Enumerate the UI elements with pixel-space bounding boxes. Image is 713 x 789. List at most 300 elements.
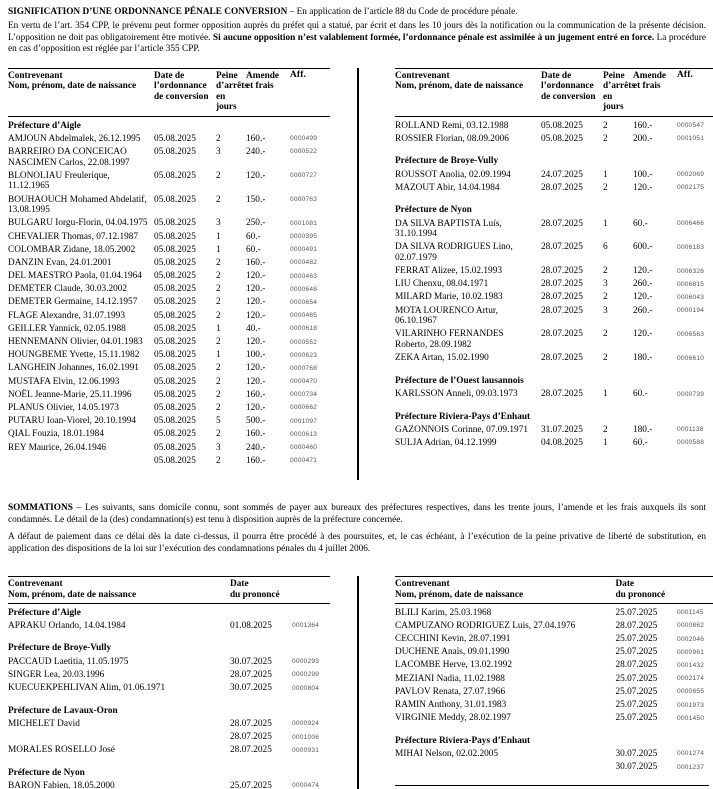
table-row	[8, 643, 330, 654]
table-row	[8, 258, 330, 269]
amende-frais: 100.-	[246, 350, 266, 361]
contrevenant-name: Préfecture Riviera-Pays d’Enhaut	[395, 735, 531, 746]
contrevenant-name: ROLLAND Remi, 03.12.1988	[395, 120, 509, 131]
prononce-date: 25.07.2025	[615, 607, 658, 618]
contrevenant-name: Préfecture de Broye-Vully	[8, 643, 112, 654]
peine-jours: 2	[216, 455, 221, 466]
aff-number: 0001432	[677, 661, 705, 669]
aff-number: 0006326	[677, 267, 705, 275]
sommations-table-right	[395, 576, 713, 789]
contrevenant-name: MAZOUT Abir, 14.04.1984	[395, 182, 500, 193]
table-row	[395, 219, 713, 240]
contrevenant-name: Préfecture Riviera-Pays d’Enhaut	[395, 411, 531, 422]
contrevenant-name: COLOMBAR Zidane, 18.05.2002	[8, 244, 136, 255]
peine-jours: 2	[216, 389, 221, 400]
contrevenant-name: VIRGINIE Meddy, 28.02.1997	[395, 713, 511, 724]
aff-number: 0001237	[677, 763, 705, 771]
contrevenant-name: Préfecture d’Aigle	[8, 607, 81, 618]
aff-number	[290, 121, 330, 123]
conversion-date: 05.08.2025	[154, 455, 196, 466]
peine-jours: 2	[603, 120, 608, 131]
conversion-date: 28.07.2025	[541, 292, 583, 303]
contrevenant-name: MICHELET David	[8, 718, 80, 729]
conversion-date: 05.08.2025	[154, 133, 196, 144]
aff-number: 0006610	[677, 354, 705, 362]
amende-frais: 160.-	[246, 257, 266, 268]
aff-number: 0000547	[677, 122, 705, 130]
table-row	[395, 279, 713, 290]
aff-number	[292, 768, 330, 770]
amende-frais: 200.-	[633, 133, 653, 144]
amende-frais: 240.-	[246, 146, 266, 157]
prononce-date: 28.07.2025	[230, 669, 272, 680]
column-header-aff: Aff.	[677, 69, 694, 80]
table-row	[395, 700, 713, 711]
aff-number: 0000655	[677, 688, 705, 696]
column-header-amende: Amende et frais	[246, 70, 280, 92]
conversion-date: 05.08.2025	[154, 389, 196, 400]
amende-frais: 600.-	[633, 242, 653, 253]
table-header	[395, 68, 713, 117]
aff-number: 0000470	[290, 378, 318, 386]
aff-number: 0000499	[290, 135, 318, 143]
contrevenant-name: APRAKU Orlando, 14.04.1984	[8, 620, 126, 631]
amende-frais: 500.-	[246, 416, 266, 427]
aff-number	[677, 376, 713, 378]
contrevenant-name: PUTARU Ioan-Viorel, 20.10.1994	[8, 416, 137, 427]
aff-number: 0000522	[290, 148, 318, 156]
aff-number: 0001450	[677, 714, 705, 722]
column-header-aff-empty	[292, 579, 330, 581]
peine-jours: 2	[216, 133, 221, 144]
contrevenant-name: BLILI Karim, 25.03.1968	[395, 607, 492, 618]
table-row	[395, 412, 713, 423]
contrevenant-name: ZEKA Artan, 15.02.1990	[395, 353, 489, 364]
table-row	[395, 425, 713, 436]
contrevenant-name: CAMPUZANO RODRIGUEZ Luis, 27.04.1976	[395, 620, 576, 631]
aff-number: 0001097	[290, 417, 318, 425]
table-row	[395, 713, 713, 724]
amende-frais: 120.-	[246, 271, 266, 282]
signification-text-a: En vertu de l’art. 354 CPP, le prévenu peut former opposition auprès du préfet qui a statué, par écrit et dans les 10 jours dès la notification ou la communication de la présente décision. L’opposition ne doit pas obligatoirement être motivée.	[8, 21, 706, 43]
contrevenant-name: MOTA LOURENCO Artur, 06.10.1967	[395, 305, 498, 327]
peine-jours: 1	[603, 389, 608, 399]
amende-frais: 120.-	[246, 170, 266, 181]
conversion-date: 28.07.2025	[541, 242, 583, 253]
table-row	[395, 608, 713, 619]
conversion-date: 05.08.2025	[154, 146, 196, 157]
conversion-date: 05.08.2025	[154, 244, 196, 255]
amende-frais: 160.-	[246, 133, 266, 144]
amende-frais: 120.-	[246, 363, 266, 374]
contrevenant-name: PLANUS Olivier, 14.05.1973	[8, 402, 119, 413]
signification-title: SIGNIFICATION D’UNE ORDONNANCE PÉNALE CONVERSION	[8, 7, 288, 17]
conversion-date: 05.08.2025	[154, 194, 196, 205]
aff-number: 0000623	[290, 351, 318, 359]
conversion-date: 28.07.2025	[541, 389, 583, 399]
peine-jours: 2	[603, 353, 608, 364]
amende-frais: 120.-	[633, 266, 653, 277]
column-divider	[357, 68, 359, 481]
aff-number: 0000662	[290, 404, 318, 412]
table-row	[8, 683, 330, 694]
contrevenant-name: KARLSSON Anneli, 09.03.1973	[395, 389, 518, 399]
peine-jours: 2	[603, 424, 608, 435]
contrevenant-name: PACCAUD Laetitia, 11.05.1975	[8, 656, 129, 667]
aff-number: 0001081	[290, 219, 318, 227]
table-row	[8, 245, 330, 256]
contrevenant-name: BOUHAOUCH Mohamed Abdelatif, 13.08.1995	[8, 194, 147, 216]
table-row	[395, 183, 713, 194]
aff-number: 0000654	[290, 298, 318, 306]
contrevenant-name: BLONOLIAU Freulerique, 11.12.1965	[8, 170, 110, 192]
table-row	[8, 147, 330, 168]
aff-number: 0000194	[677, 307, 705, 315]
sommations-text: – Les suivants, sans domicile connu, sont sommés de payer aux bureaux des préfectures respectives, dans les trente jours, l’amende et les frais auxquels ils sont condamnés. Le détail de la (des) condamnation(s) est tenu à disposition auprès de la préfecture concernée.	[8, 503, 706, 525]
sommations-title: SOMMATIONS	[8, 503, 73, 514]
table-row	[395, 647, 713, 658]
table-row	[8, 706, 330, 717]
peine-jours: 2	[216, 337, 221, 347]
table-row	[395, 306, 713, 327]
table-body	[395, 604, 713, 773]
table-row	[395, 329, 713, 350]
conversion-date: 05.08.2025	[154, 323, 196, 334]
amende-frais: 120.-	[246, 284, 266, 295]
amende-frais: 160.-	[633, 120, 653, 131]
table-row	[395, 242, 713, 263]
table-row	[8, 745, 330, 756]
amende-frais: 240.-	[246, 442, 266, 453]
conversion-date: 05.08.2025	[154, 170, 196, 181]
peine-jours: 5	[216, 416, 221, 427]
conversion-date: 05.08.2025	[154, 429, 196, 440]
contrevenant-name: Préfecture de Broye-Vully	[395, 156, 499, 167]
signification-table-right	[395, 68, 713, 481]
table-row	[395, 376, 713, 387]
prononce-date: 30.07.2025	[615, 748, 658, 759]
column-header-aff-empty	[677, 579, 713, 581]
prononce-date: 28.07.2025	[615, 620, 658, 631]
column-header-contrevenant: Contrevenant Nom, prénom, date de naissance	[8, 578, 137, 600]
signification-text-c: La procédure en cas d’opposition est réglée par l’article 355 CPP.	[8, 32, 706, 55]
table-row	[8, 768, 330, 779]
conversion-date: 05.08.2025	[154, 337, 196, 347]
aff-number: 0000648	[290, 285, 318, 293]
contrevenant-name: FLAGE Alexandre, 31.07.1993	[8, 310, 125, 321]
contrevenant-name: VILARINHO FERNANDES Roberto, 28.09.1982	[395, 329, 504, 351]
peine-jours: 2	[216, 363, 221, 374]
table-bottom-rule	[395, 785, 709, 786]
table-row	[395, 292, 713, 303]
aff-number: 0006563	[677, 330, 705, 338]
aff-number: 0000465	[290, 312, 318, 320]
signification-intro	[8, 0, 706, 18]
aff-number	[677, 156, 713, 158]
signification-tables	[8, 68, 713, 481]
prononce-date: 25.07.2025	[615, 673, 658, 684]
amende-frais: 120.-	[633, 292, 653, 303]
contrevenant-name: MUSTAFA Elvin, 12.06.1993	[8, 376, 120, 387]
prononce-date: 28.07.2025	[230, 745, 272, 756]
amende-frais: 60.-	[633, 389, 648, 399]
column-divider	[357, 576, 359, 789]
amende-frais: 120.-	[246, 402, 266, 413]
peine-jours: 2	[216, 284, 221, 295]
table-row	[395, 736, 713, 747]
prononce-date: 28.07.2025	[230, 718, 272, 729]
table-body	[8, 117, 330, 466]
peine-jours: 1	[216, 231, 221, 242]
column-header-amende: Amende et frais	[633, 70, 667, 92]
contrevenant-name: DUCHENE Anaïs, 09.01.1990	[395, 647, 510, 658]
column-header-peine: Peine d’arrêts en jours	[216, 70, 249, 113]
conversion-date: 05.08.2025	[541, 120, 583, 131]
aff-number: 0000961	[677, 648, 705, 656]
amende-frais: 120.-	[246, 310, 266, 321]
table-row	[8, 271, 330, 282]
contrevenant-name: HENNEMANN Olivier, 04.01.1983	[8, 337, 143, 347]
peine-jours: 3	[603, 305, 608, 316]
aff-number: 0000474	[292, 782, 320, 789]
table-header	[8, 68, 330, 117]
table-row	[8, 416, 330, 427]
aff-number: 0001006	[292, 733, 320, 741]
prononce-date: 30.07.2025	[230, 656, 272, 667]
sommations-table-left	[8, 576, 330, 789]
table-row	[395, 674, 713, 685]
peine-jours: 3	[216, 146, 221, 157]
conversion-date: 24.07.2025	[541, 169, 583, 180]
table-row	[8, 670, 330, 681]
aff-number	[292, 643, 330, 645]
contrevenant-name: GEILLER Yannick, 02.05.1988	[8, 323, 126, 334]
conversion-date: 05.08.2025	[154, 376, 196, 387]
contrevenant-name: SINGER Lea, 20.03.1996	[8, 669, 105, 680]
amende-frais: 150.-	[246, 194, 266, 205]
table-row	[395, 266, 713, 277]
amende-frais: 160.-	[246, 389, 266, 400]
aff-number	[677, 412, 713, 414]
table-row	[395, 634, 713, 645]
table-row	[8, 350, 330, 361]
conversion-date: 05.08.2025	[154, 350, 196, 361]
peine-jours: 2	[603, 182, 608, 193]
conversion-date: 04.08.2025	[541, 437, 583, 448]
table-row	[8, 195, 330, 216]
prononce-date: 28.07.2025	[615, 660, 658, 671]
aff-number: 0000727	[290, 172, 318, 180]
table-row	[8, 390, 330, 401]
table-row	[395, 121, 713, 132]
peine-jours: 2	[216, 271, 221, 282]
table-row	[395, 389, 713, 400]
contrevenant-name: Préfecture de l’Ouest lausannois	[395, 375, 524, 386]
column-header-aff: Aff.	[290, 69, 307, 80]
contrevenant-name: ROSSIER Florian, 08.09.2006	[395, 133, 509, 144]
contrevenant-name: Préfecture de Nyon	[8, 767, 85, 778]
aff-number: 0006183	[677, 243, 705, 251]
contrevenant-name: GAZONNOIS Corinne, 07.09.1971	[395, 424, 528, 435]
peine-jours: 2	[216, 297, 221, 308]
amende-frais: 260.-	[633, 305, 653, 316]
conversion-date: 05.08.2025	[154, 416, 196, 427]
table-row	[8, 443, 330, 454]
prononce-date: 30.07.2025	[230, 683, 272, 694]
contrevenant-name: HOUNGBEME Yvette, 15.11.1982	[8, 350, 140, 361]
conversion-date: 05.08.2025	[154, 271, 196, 282]
peine-jours: 1	[603, 437, 608, 448]
conversion-date: 28.07.2025	[541, 279, 583, 290]
contrevenant-name: REY Maurice, 26.04.1946	[8, 442, 107, 453]
aff-number: 0000763	[290, 196, 318, 204]
column-header-date-prononce: Date du prononcé	[230, 578, 280, 600]
prononce-date: 25.07.2025	[615, 686, 658, 697]
aff-number: 0001973	[677, 701, 705, 709]
aff-number: 0001274	[677, 750, 705, 758]
aff-number: 0006466	[677, 220, 705, 228]
aff-number: 0000588	[677, 439, 705, 447]
conversion-date: 05.08.2025	[154, 310, 196, 321]
table-row	[8, 608, 330, 619]
aff-number: 0000768	[290, 364, 318, 372]
peine-jours: 2	[216, 402, 221, 413]
table-row	[395, 205, 713, 216]
contrevenant-name: FERRAT Alizee, 15.02.1993	[395, 266, 502, 277]
table-row	[395, 170, 713, 181]
amende-frais: 180.-	[633, 424, 653, 435]
amende-frais: 160.-	[246, 455, 266, 466]
peine-jours: 2	[216, 194, 221, 205]
conversion-date: 05.08.2025	[154, 231, 196, 242]
peine-jours: 3	[216, 218, 221, 229]
conversion-date: 28.07.2025	[541, 353, 583, 364]
peine-jours: 2	[216, 257, 221, 268]
conversion-date: 05.08.2025	[154, 284, 196, 295]
column-header-contrevenant: Contrevenant Nom, prénom, date de naissance	[395, 70, 524, 92]
peine-jours: 2	[216, 429, 221, 440]
conversion-date: 31.07.2025	[541, 424, 583, 435]
table-row	[8, 657, 330, 668]
aff-number: 0001145	[677, 609, 704, 617]
contrevenant-name: PAVLOV Renata, 27.07.1966	[395, 686, 506, 697]
aff-number: 0001138	[677, 426, 704, 434]
amende-frais: 260.-	[633, 279, 653, 290]
aff-number: 0000931	[292, 746, 320, 754]
amende-frais: 120.-	[633, 329, 653, 340]
prononce-date: 30.07.2025	[615, 762, 658, 773]
aff-number: 0000862	[677, 622, 705, 630]
column-header-date-conversion: Date de l’ordonnance de conversion	[154, 70, 209, 102]
contrevenant-name: RAMIN Anthony, 31.01.1983	[395, 700, 507, 710]
peine-jours: 1	[603, 218, 608, 229]
aff-number: 0000804	[292, 684, 320, 692]
conversion-date: 28.07.2025	[541, 305, 583, 316]
peine-jours: 2	[603, 266, 608, 277]
contrevenant-name: BARREIRO DA CONCEICAO NASCIMEN Carlos, 22.08.1997	[8, 146, 130, 168]
peine-jours: 6	[603, 242, 608, 253]
table-row	[8, 363, 330, 374]
conversion-date: 05.08.2025	[154, 218, 196, 229]
amende-frais: 120.-	[633, 182, 653, 193]
conversion-date: 05.08.2025	[154, 257, 196, 268]
peine-jours: 2	[216, 310, 221, 321]
column-header-date-conversion: Date de l’ordonnance de conversion	[541, 70, 596, 102]
contrevenant-name: DA SILVA BAPTISTA Luís, 31.10.1994	[395, 218, 502, 240]
contrevenant-name: Préfecture de Lavaux-Oron	[8, 705, 118, 716]
contrevenant-name: KUECUEKPEHLIVAN Alim, 01.06.1971	[8, 683, 166, 694]
amende-frais: 120.-	[246, 337, 266, 347]
prononce-date: 28.07.2025	[230, 732, 272, 742]
conversion-date: 05.08.2025	[541, 133, 583, 144]
contrevenant-name: LACOMBE Herve, 13.02.1992	[395, 660, 512, 671]
table-row	[8, 719, 330, 730]
aff-number: 0002046	[677, 635, 705, 643]
peine-jours: 1	[216, 244, 221, 255]
table-row	[8, 403, 330, 414]
prononce-date: 25.07.2025	[230, 780, 272, 789]
conversion-date: 28.07.2025	[541, 266, 583, 277]
conversion-date: 28.07.2025	[541, 182, 583, 193]
prononce-date: 01.08.2025	[230, 620, 272, 631]
prononce-date: 25.07.2025	[615, 700, 658, 710]
conversion-date: 05.08.2025	[154, 402, 196, 413]
aff-number: 0000482	[290, 259, 318, 267]
aff-number: 0001364	[292, 622, 320, 630]
amende-frais: 100.-	[633, 169, 653, 180]
amende-frais: 60.-	[246, 231, 261, 242]
table-row	[395, 134, 713, 145]
contrevenant-name: SULJA Adrian, 04.12.1999	[395, 437, 497, 448]
signification-title-suffix: – En application de l’article 88 du Code de procédure pénale.	[287, 7, 518, 17]
aff-number: 0006815	[677, 280, 705, 288]
sommations-paragraph2: A défaut de paiement dans ce délai dès la date ci-dessus, il pourra être procédé à des poursuites, et, le cas échéant, à l’exécution de la peine privative de liberté de substitution, en application des dispositions de la loi sur l’exécution des condamnations pénales du 4 juillet 2006.	[8, 532, 706, 554]
table-row	[8, 429, 330, 440]
amende-frais: 120.-	[246, 376, 266, 387]
amende-frais: 60.-	[633, 218, 648, 229]
table-row	[395, 156, 713, 167]
peine-jours: 2	[603, 292, 608, 303]
peine-jours: 1	[216, 350, 221, 361]
peine-jours: 3	[216, 442, 221, 453]
table-row	[8, 134, 330, 145]
table-row	[8, 621, 330, 632]
peine-jours: 1	[216, 323, 221, 334]
table-body	[8, 604, 330, 789]
contrevenant-name: MIHAI Nelson, 02.02.2005	[395, 748, 499, 759]
table-row	[8, 311, 330, 322]
aff-number: 0000618	[290, 325, 318, 333]
table-body	[395, 117, 713, 449]
contrevenant-name: CHEVALIER Thomas, 07.12.1987	[8, 231, 139, 242]
peine-jours: 1	[603, 169, 608, 180]
aff-number: 0006043	[677, 293, 705, 301]
contrevenant-name: MEZIANI Nadia, 11.02.1988	[395, 673, 505, 684]
peine-jours: 2	[216, 376, 221, 387]
table-row	[8, 218, 330, 229]
contrevenant-name: DANZIN Evan, 24.01.2001	[8, 257, 112, 268]
table-row	[8, 232, 330, 243]
conversion-date: 05.08.2025	[154, 297, 196, 308]
prononce-date: 25.07.2025	[615, 634, 658, 645]
contrevenant-name: ROUSSOT Anolia, 02.09.1994	[395, 169, 511, 180]
aff-number	[292, 706, 330, 708]
prononce-date: 25.07.2025	[615, 713, 658, 724]
aff-number: 0002175	[677, 184, 705, 192]
aff-number: 0000463	[290, 272, 318, 280]
contrevenant-name: DEMETER Germaine, 14.12.1957	[8, 297, 138, 308]
aff-number: 0000739	[677, 390, 705, 398]
